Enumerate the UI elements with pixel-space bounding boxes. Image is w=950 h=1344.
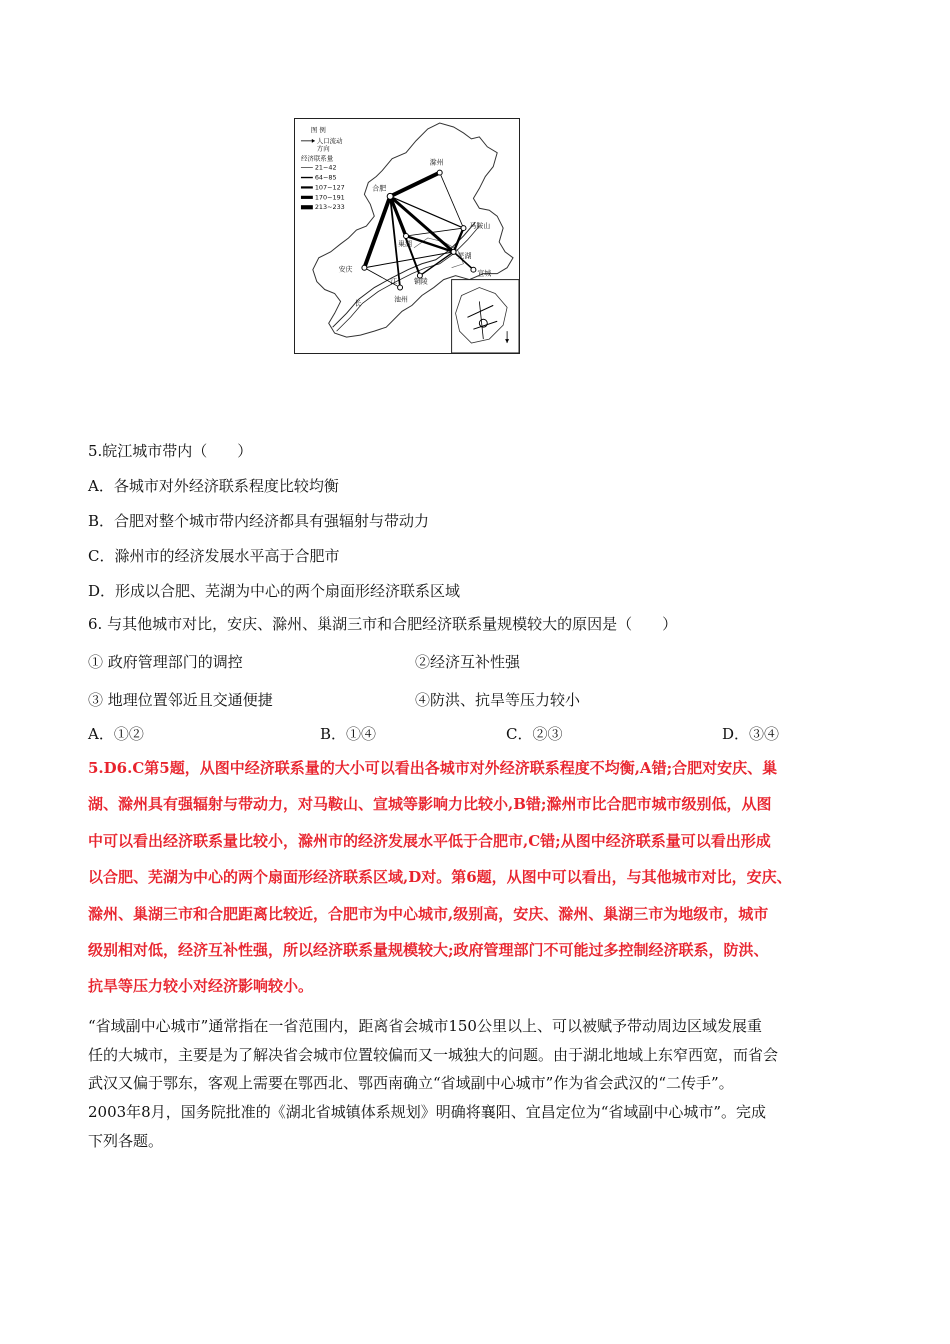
map-svg — [295, 119, 519, 353]
city-dot-wuhu — [451, 249, 456, 254]
city-label-chuzhou: 滁州 — [429, 158, 444, 167]
city-dot-chaohu — [404, 234, 409, 239]
link-wuhu-anqing — [364, 252, 453, 268]
city-dot-hefei — [387, 193, 393, 199]
q5-option-a: A．各城市对外经济联系程度比较均衡 — [88, 477, 339, 495]
answer-line: 抗旱等压力较小对经济影响较小。 — [88, 977, 314, 996]
link-wuhu-maanshan — [454, 228, 464, 252]
legend-range-5: 213~233 — [314, 203, 345, 212]
city-label-maanshan: 马鞍山 — [469, 222, 491, 231]
city-dot-chuzhou — [437, 170, 442, 175]
q6-option-b: B．①④ — [320, 725, 377, 743]
city-dot-anqing — [362, 265, 367, 270]
city-dot-xuancheng — [471, 267, 476, 272]
map-legend — [301, 125, 345, 211]
q5-option-d: D．形成以合肥、芜湖为中心的两个扇面形经济联系区域 — [88, 582, 461, 600]
city-label-hefei: 合肥 — [372, 184, 387, 193]
legend-flow-arrowhead — [312, 139, 315, 143]
city-label-anqing: 安庆 — [338, 265, 353, 274]
q5-option-b: B．合肥对整个城市带内经济都具有强辐射与带动力 — [88, 512, 430, 530]
answer-line: 5.D6.C第5题，从图中经济联系量的大小可以看出各城市对外经济联系程度不均衡,A错;合肥对安庆、巢 — [88, 759, 778, 777]
passage-line: 任的大城市，主要是为了解决省会城市位置较偏而又一城独大的问题。由于湖北地域上东窄西宽，而省会 — [88, 1045, 779, 1064]
q6-statement-2: ②经济互补性强 — [415, 653, 521, 671]
q6-statement-3: ③ 地理位置邻近且交通便捷 — [88, 691, 273, 709]
q6-option-a: A．①② — [88, 725, 144, 743]
legend-volume-title: 经济联系量 — [300, 154, 334, 163]
link-wuhu-tongling — [420, 252, 454, 276]
passage-line: “省域副中心城市”通常指在一省范围内，距离省会城市150公里以上、可以被赋予带动周边区域发展重 — [88, 1017, 762, 1035]
economic-link-map — [294, 118, 520, 354]
answer-line: 以合肥、芜湖为中心的两个扇面形经济联系区域,D对。第6题，从图中可以看出，与其他城市对比，安庆、 — [88, 868, 792, 887]
passage-line: 下列各题。 — [88, 1131, 164, 1150]
city-label-tongling: 铜陵 — [413, 277, 428, 286]
answer-explanation — [88, 750, 878, 1005]
q5-option-c: C．滁州市的经济发展水平高于合肥市 — [88, 547, 340, 565]
city-label-chizhou: 池州 — [394, 295, 408, 304]
reading-passage — [88, 1012, 868, 1156]
q6-option-c: C．②③ — [506, 725, 563, 743]
passage-line: 武汉又偏于鄂东，客观上需要在鄂西北、鄂西南确立“省域副中心城市”作为省会武汉的“二传手”。 — [88, 1074, 734, 1093]
legend-range-3: 107~127 — [314, 183, 345, 192]
link-hefei-anqing — [364, 196, 390, 267]
legend-range-1: 21~42 — [314, 163, 337, 172]
city-dot-chizhou — [398, 285, 403, 290]
answer-line: 中可以看出经济联系量比较小，滁州市的经济发展水平低于合肥市,C错;从图中经济联系量可以看出形成 — [88, 831, 771, 850]
legend-flow-label-2: 方向 — [316, 144, 330, 153]
river-label-2: 江 — [390, 277, 398, 286]
answer-line: 级别相对低，经济互补性强，所以经济联系量规模较大;政府管理部门不可能过多控制经济联系，防洪、 — [88, 941, 769, 960]
passage-line: 2003年8月，国务院批准的《湖北省城镇体系规划》明确将襄阳、宜昌定位为“省域副中心城市”。完成 — [88, 1103, 767, 1122]
answer-line: 湖、滁州具有强辐射与带动力，对马鞍山、宣城等影响力比较小,B错;滁州市比合肥市城市级别低，从图 — [88, 795, 772, 814]
link-hefei-chuzhou — [390, 173, 440, 197]
river-label-1: 长 — [354, 299, 362, 308]
legend-range-2: 64~85 — [314, 173, 337, 182]
legend-range-4: 170~191 — [314, 193, 345, 202]
city-label-chaohu: 巢湖 — [398, 239, 412, 248]
legend-flow-label-1: 人口流动 — [316, 136, 343, 145]
city-label-xuancheng: 宣城 — [477, 269, 492, 278]
city-label-wuhu: 芜湖 — [457, 251, 472, 260]
answer-line: 滁州、巢湖三市和合肥距离比较近，合肥市为中心城市,级别高，安庆、滁州、巢湖三市为地级市，城市 — [88, 904, 769, 923]
q6-option-d: D．③④ — [722, 725, 780, 743]
city-dot-maanshan — [461, 226, 466, 231]
q5-stem: 5.皖江城市带内（ ） — [88, 442, 253, 460]
legend-title: 图 例 — [310, 125, 326, 134]
q6-statement-4: ④防洪、抗旱等压力较小 — [415, 691, 581, 709]
q6-statement-1: ① 政府管理部门的调控 — [88, 653, 243, 671]
inset-map — [452, 280, 519, 353]
q6-stem: 6. 与其他城市对比，安庆、滁州、巢湖三市和合肥经济联系量规模较大的原因是（ ） — [88, 615, 678, 633]
